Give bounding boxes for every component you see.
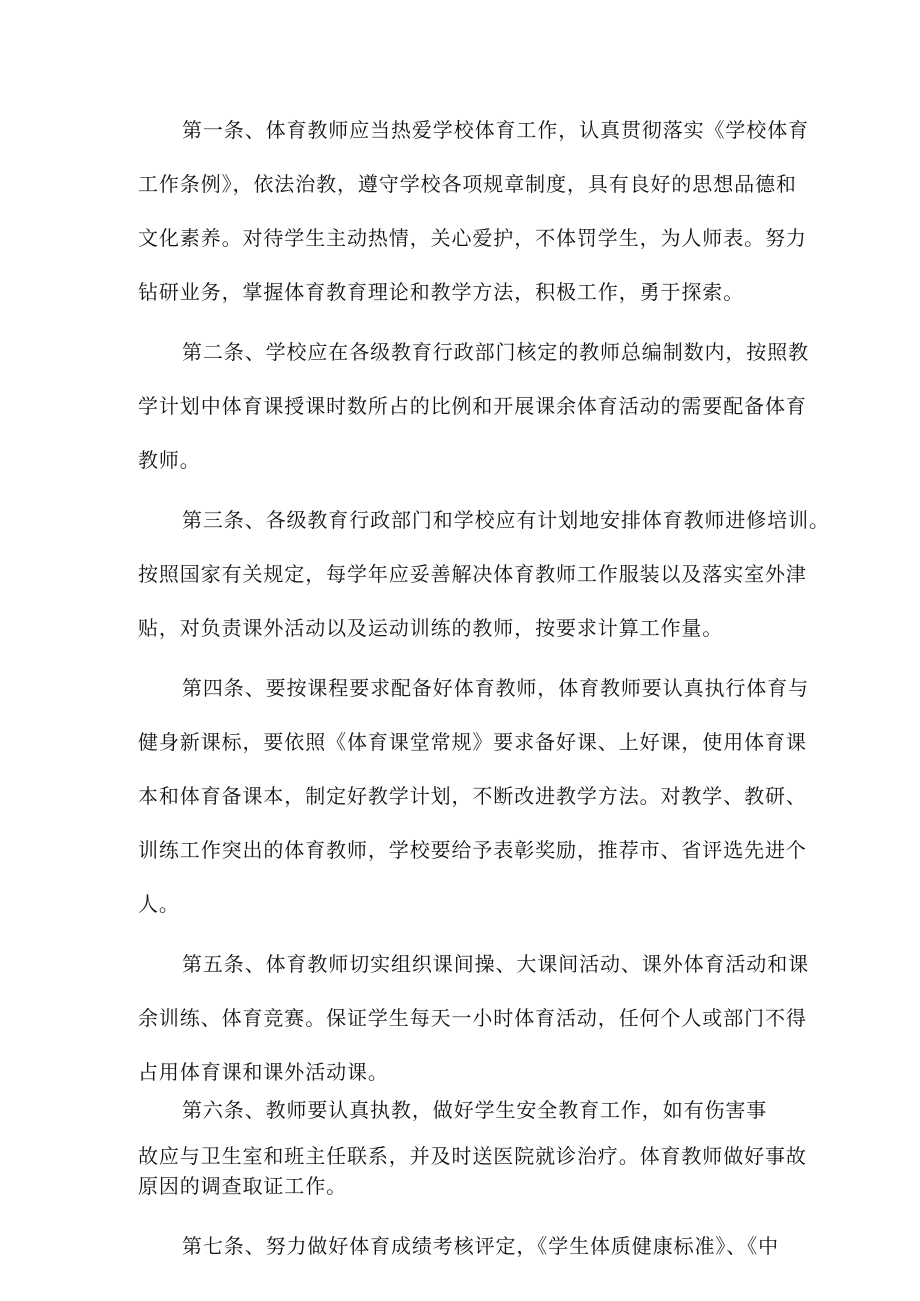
- article-4-line-3: 本和体育备课本，制定好教学计划，不断改进教学方法。对教学、教研、: [138, 784, 807, 808]
- article-4-line-4: 训练工作突出的体育教师，学校要给予表彰奖励，推荐市、省评选先进个: [138, 838, 807, 862]
- article-1-line-4: 钻研业务，掌握体育教育理论和教学方法，积极工作，勇于探索。: [138, 280, 745, 304]
- article-6-line-1: 第六条、教师要认真执教，做好学生安全教育工作，如有伤害事: [182, 1098, 768, 1122]
- article-1-line-1: 第一条、体育教师应当热爱学校体育工作，认真贯彻落实《学校体育: [182, 118, 809, 142]
- article-2-line-3: 教师。: [138, 448, 201, 472]
- article-2-line-1: 第二条、学校应在各级教育行政部门核定的教师总编制数内，按照教: [182, 340, 809, 364]
- article-5-line-3: 占用体育课和课外活动课。: [138, 1060, 389, 1084]
- article-5-line-1: 第五条、体育教师切实组织课间操、大课间活动、课外体育活动和课: [182, 952, 809, 976]
- article-6-line-3: 原因的调查取证工作。: [138, 1174, 347, 1198]
- article-4-line-2: 健身新课标，要依照《体育课堂常规》要求备好课、上好课，使用体育课: [138, 730, 807, 754]
- article-1-line-2: 工作条例》，依法治教，遵守学校各项规章制度，具有良好的思想品德和: [138, 172, 797, 196]
- article-4-line-1: 第四条、要按课程要求配备好体育教师，体育教师要认真执行体育与: [182, 676, 809, 700]
- article-6-line-2: 故应与卫生室和班主任联系，并及时送医院就诊治疗。体育教师做好事故: [138, 1144, 807, 1168]
- article-4-line-5: 人。: [138, 892, 180, 916]
- article-5-line-2: 余训练、体育竞赛。保证学生每天一小时体育活动，任何个人或部门不得: [138, 1006, 807, 1030]
- article-3-line-2: 按照国家有关规定，每学年应妥善解决体育教师工作服装以及落实室外津: [138, 562, 807, 586]
- article-3-line-3: 贴，对负责课外活动以及运动训练的教师，按要求计算工作量。: [138, 616, 724, 640]
- article-2-line-2: 学计划中体育课授课时数所占的比例和开展课余体育活动的需要配备体育: [138, 394, 807, 418]
- article-7-line-1: 第七条、努力做好体育成绩考核评定，《学生体质健康标准》、《中: [182, 1234, 779, 1258]
- article-1-line-3: 文化素养。对待学生主动热情，关心爱护，不体罚学生，为人师表。努力: [138, 226, 807, 250]
- article-3-line-1: 第三条、各级教育行政部门和学校应有计划地安排体育教师进修培训。: [182, 508, 830, 532]
